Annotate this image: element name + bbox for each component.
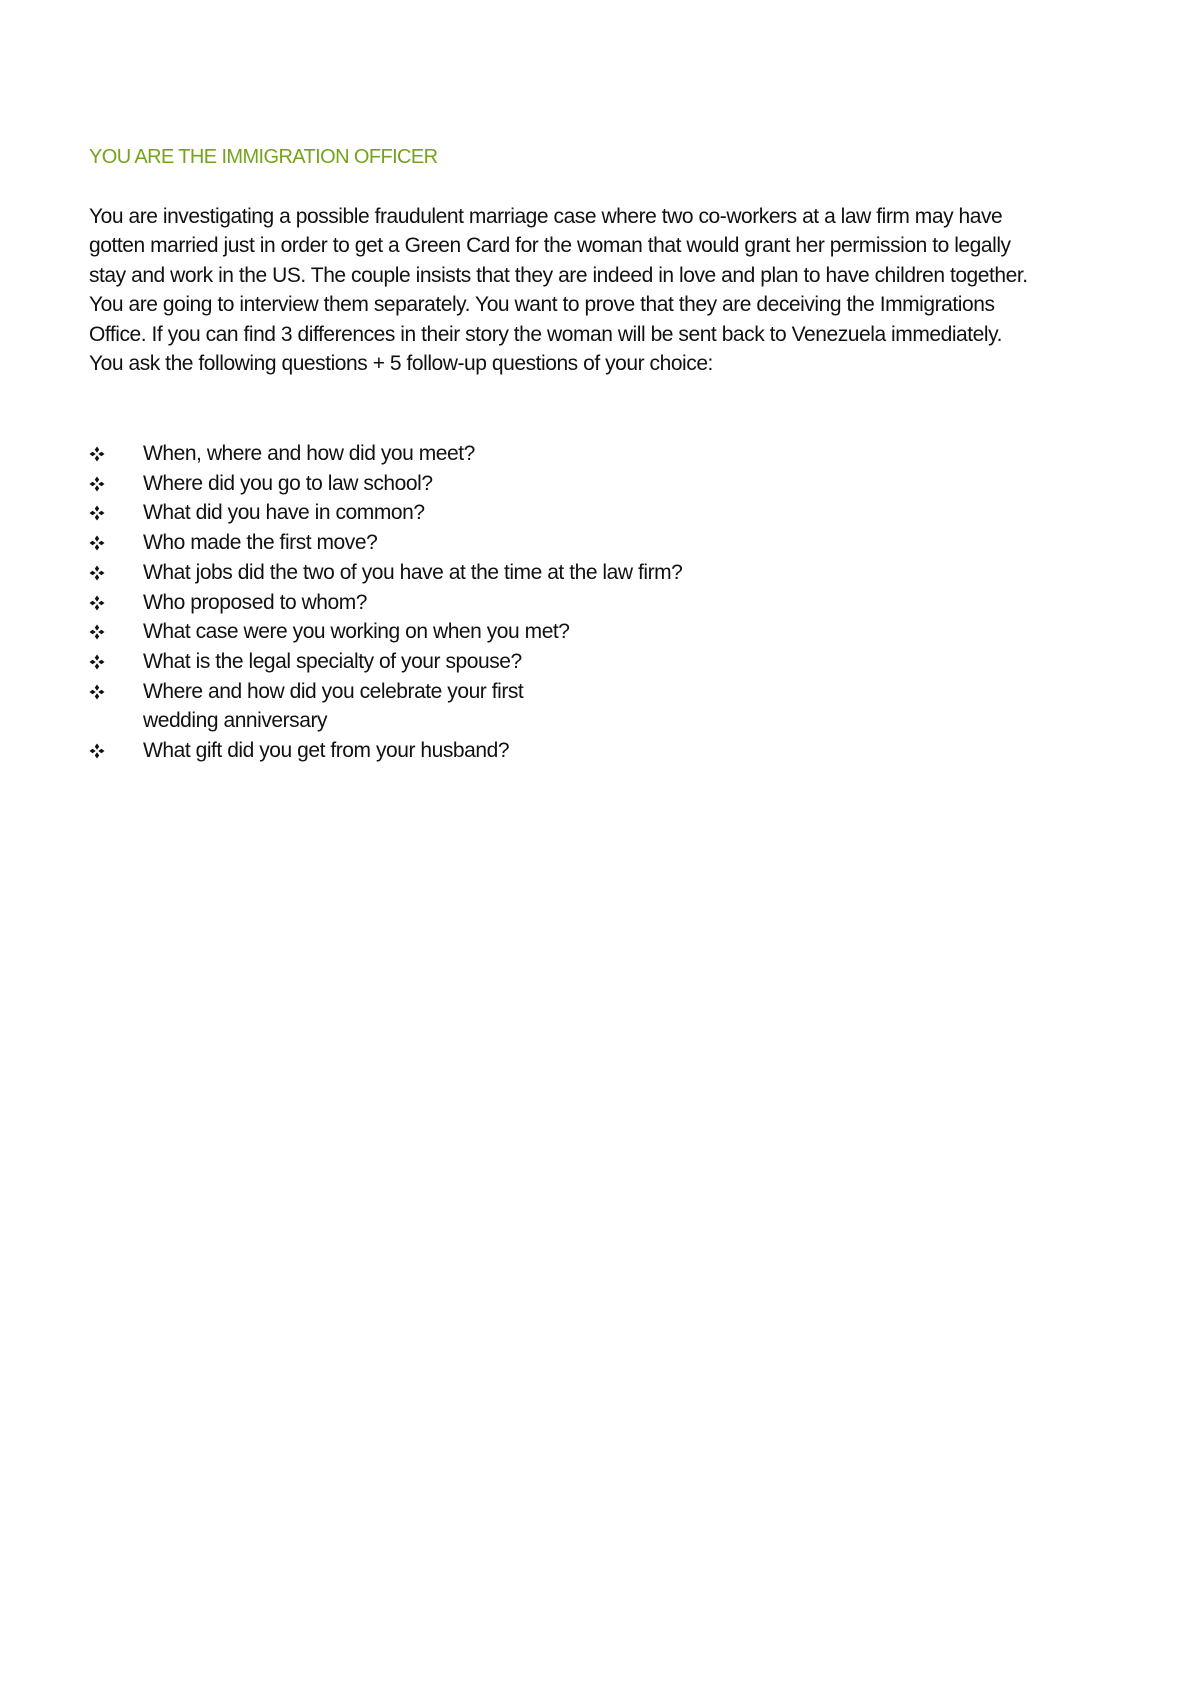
four-diamond-bullet-icon	[89, 498, 109, 528]
four-diamond-bullet-icon	[89, 439, 109, 469]
four-diamond-bullet-icon	[89, 617, 109, 647]
question-text: Who proposed to whom?	[143, 590, 368, 614]
question-text: What did you have in common?	[143, 501, 425, 525]
intro-line: You ask the following questions + 5 follow-up questions of your choice:	[89, 352, 713, 376]
intro-line: Office. If you can find 3 differences in their story the woman will be sent back to Venezuela immediately.	[89, 322, 1002, 346]
page-title: YOU ARE THE IMMIGRATION OFFICER	[89, 146, 438, 168]
four-diamond-bullet-icon	[89, 528, 109, 558]
question-text: What gift did you get from your husband?	[143, 739, 510, 763]
list-item	[89, 588, 682, 618]
list-item	[89, 647, 682, 677]
question-text: Who made the first move?	[143, 531, 378, 555]
list-item	[89, 617, 682, 647]
intro-paragraph	[89, 202, 1169, 378]
question-text: What is the legal specialty of your spouse?	[143, 649, 522, 673]
intro-line: stay and work in the US. The couple insists that they are indeed in love and plan to have children together.	[89, 263, 1028, 287]
intro-line: gotten married just in order to get a Green Card for the woman that would grant her permission to legally	[89, 234, 1011, 258]
question-text: Where and how did you celebrate your first	[143, 679, 524, 703]
list-item	[89, 558, 682, 588]
list-item	[89, 677, 682, 736]
four-diamond-bullet-icon	[89, 736, 109, 766]
question-text: Where did you go to law school?	[143, 471, 433, 495]
list-item	[89, 439, 682, 469]
four-diamond-bullet-icon	[89, 469, 109, 499]
four-diamond-bullet-icon	[89, 647, 109, 677]
intro-line: You are investigating a possible fraudulent marriage case where two co-workers at a law firm may have	[89, 205, 1003, 228]
list-item	[89, 736, 682, 766]
four-diamond-bullet-icon	[89, 677, 109, 707]
question-text-continued: wedding anniversary	[143, 709, 328, 733]
four-diamond-bullet-icon	[89, 558, 109, 588]
question-text: When, where and how did you meet?	[143, 442, 475, 465]
question-text: What jobs did the two of you have at the time at the law firm?	[143, 560, 683, 584]
list-item	[89, 498, 682, 528]
list-item	[89, 469, 682, 499]
list-item	[89, 528, 682, 558]
question-list	[89, 439, 682, 766]
four-diamond-bullet-icon	[89, 588, 109, 618]
question-text: What case were you working on when you met?	[143, 620, 570, 644]
intro-line: You are going to interview them separately. You want to prove that they are deceiving the Immigrations	[89, 293, 995, 317]
